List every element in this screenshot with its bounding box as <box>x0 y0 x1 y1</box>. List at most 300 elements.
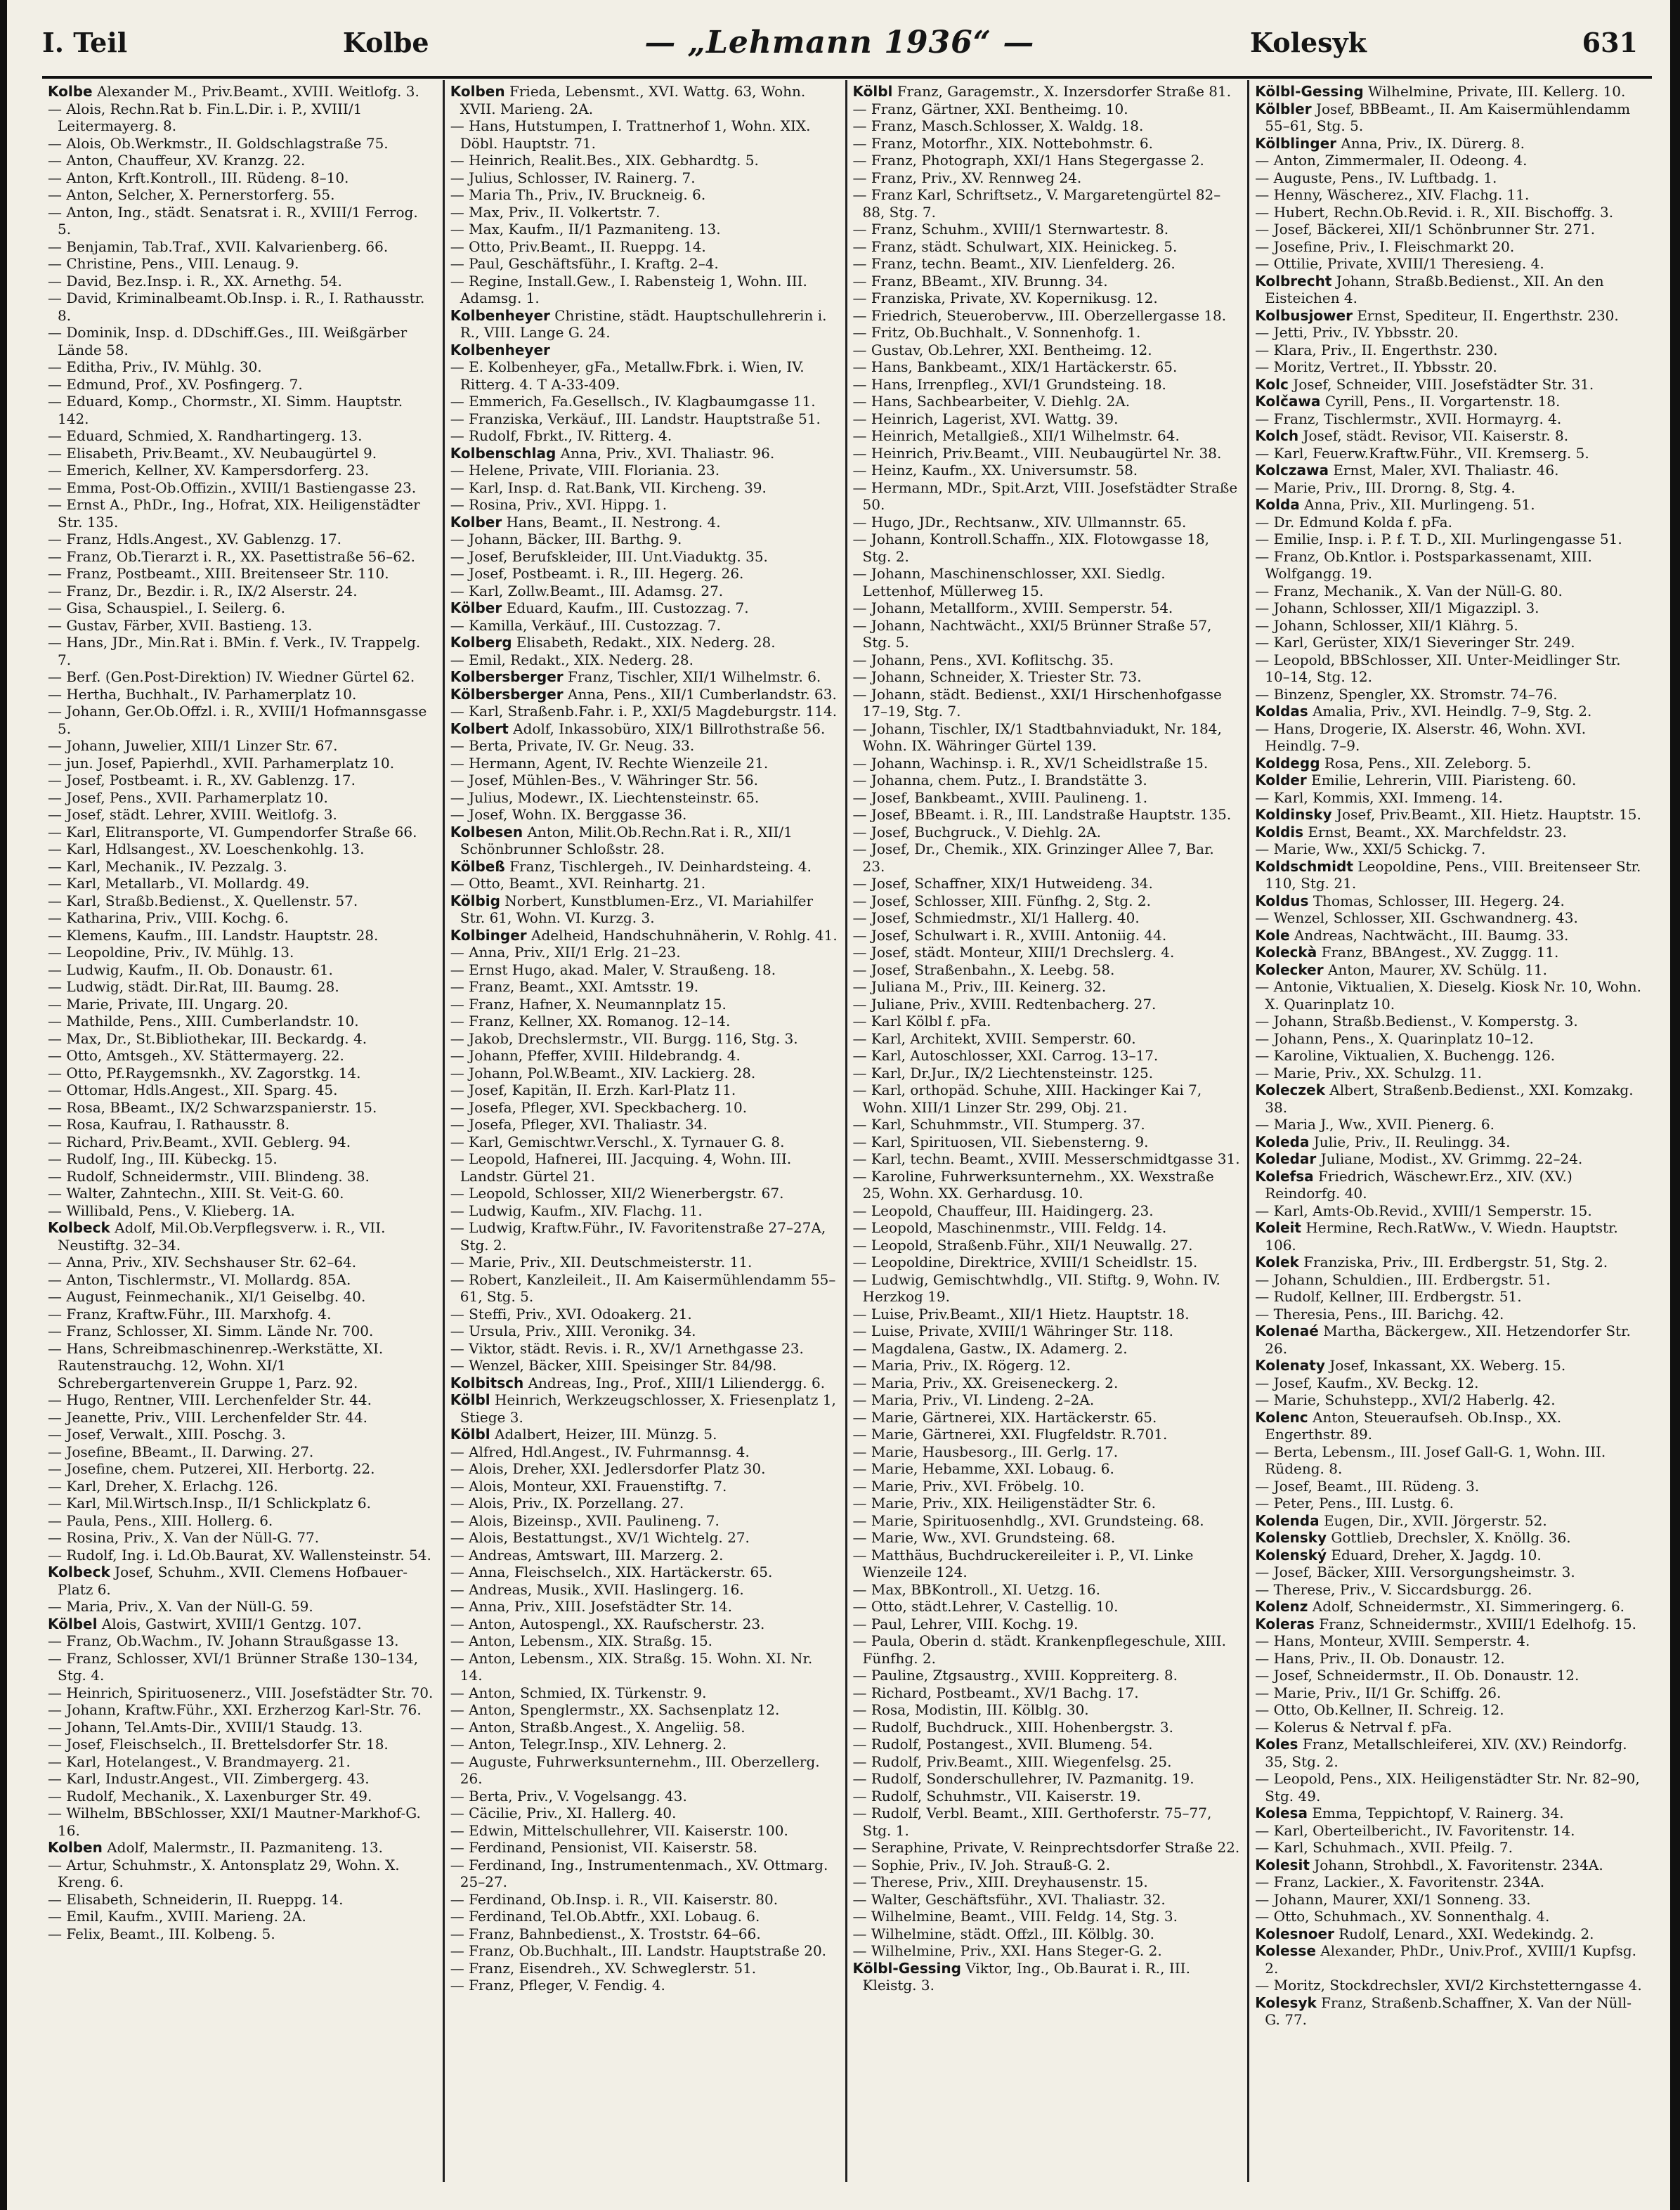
directory-entry <box>48 1168 436 1185</box>
entry-text: — Johann, Straßb.Bedienst., V. Komperstg. 3. <box>1255 1013 1578 1029</box>
entry-text: — Otto, Beamt., XVI. Reinhartg. 21. <box>450 875 706 892</box>
directory-entry <box>450 1374 838 1392</box>
entry-text: — Alois, Priv., IX. Porzellang. 27. <box>450 1495 684 1512</box>
entry-surname: Kölber <box>450 599 502 616</box>
entry-text: — Ernst Hugo, akad. Maler, V. Straußeng. 18. <box>450 961 776 978</box>
directory-entry <box>48 1391 436 1409</box>
entry-text: Josef, städt. Revisor, VII. Kaiserstr. 8. <box>1303 427 1569 444</box>
directory-entry <box>450 1322 838 1340</box>
entry-text: Leopoldine, Pens., VIII. Breitenseer Str. 110, Stg. 21. <box>1265 857 1641 892</box>
entry-text: — Richard, Postbeamt., XV/1 Bachg. 17. <box>852 1684 1139 1701</box>
directory-entry <box>450 1116 838 1133</box>
directory-entry <box>48 909 436 927</box>
entry-text: Josef, Schuhm., XVII. Clemens Hofbauer-Platz 6. <box>58 1564 408 1598</box>
directory-entry <box>853 1133 1241 1151</box>
entry-text: — Johann, Bäcker, III. Barthg. 9. <box>450 531 682 547</box>
directory-entry <box>450 1908 838 1925</box>
entry-text: — Robert, Kanzleileit., II. Am Kaisermühlendamm 55–61, Stg. 5. <box>450 1270 836 1305</box>
directory-entry <box>450 221 838 238</box>
entry-text: — Ludwig, Kaufm., II. Ob. Donaustr. 61. <box>48 961 333 978</box>
directory-entry <box>48 1254 436 1271</box>
entry-text: — Karl, Industr.Angest., VII. Zimbergerg. 43. <box>48 1770 370 1787</box>
directory-entry <box>48 996 436 1013</box>
entry-surname: Kölbersberger <box>450 685 564 703</box>
directory-entry <box>1255 1133 1645 1151</box>
directory-entry <box>853 1030 1241 1048</box>
directory-entry <box>853 358 1241 376</box>
entry-text: — David, Bez.Insp. i. R., XX. Arnethg. 54. <box>48 272 342 290</box>
entry-text: — Ernst A., PhDr., Ing., Hofrat, XIX. Heiligenstädter Str. 135. <box>48 496 420 531</box>
directory-entry <box>853 117 1241 135</box>
directory-entry <box>450 858 838 876</box>
entry-text: — Gustav, Färber, XVII. Bastieng. 13. <box>48 616 313 634</box>
entry-surname: Kolbersberger <box>450 668 564 685</box>
entry-text: — Josef, Schneidermstr., II. Ob. Donaustr. 12. <box>1255 1667 1580 1684</box>
directory-entry <box>450 599 838 617</box>
entry-text: — Marie, Priv., XVI. Fröbelg. 10. <box>852 1477 1085 1495</box>
directory-entry <box>853 376 1241 394</box>
directory-entry <box>48 1150 436 1168</box>
directory-entry <box>853 1512 1241 1530</box>
directory-entry <box>48 255 436 273</box>
entry-surname: Koleczek <box>1255 1081 1325 1098</box>
directory-entry <box>1255 152 1645 169</box>
entry-text: — Johann, Schuldien., III. Erdbergstr. 51. <box>1255 1270 1551 1288</box>
entry-surname: Kolbrecht <box>1255 272 1332 290</box>
directory-entry <box>450 1460 838 1478</box>
entry-text: — Franz, städt. Schulwart, XIX. Heinickeg. 5. <box>852 238 1178 255</box>
entry-text: — Hans, Irrenpfleg., XVI/1 Grundsteing. 18. <box>852 375 1166 393</box>
directory-entry <box>450 806 838 824</box>
entry-text: — Josef, Dr., Chemik., XIX. Grinzinger Allee 7, Bar. 23. <box>852 840 1214 875</box>
directory-entry <box>1255 806 1645 824</box>
directory-entry <box>853 1306 1241 1323</box>
directory-entry <box>450 1547 838 1564</box>
directory-entry <box>48 1753 436 1771</box>
directory-entry <box>853 427 1241 445</box>
directory-entry <box>1255 1013 1645 1030</box>
entry-text: — Josefine, BBeamt., II. Darwing. 27. <box>48 1443 314 1460</box>
directory-entry <box>450 1065 838 1082</box>
directory-entry <box>1255 376 1645 394</box>
directory-entry <box>853 1202 1241 1220</box>
directory-entry <box>1255 462 1645 479</box>
entry-text: — Rosa, BBeamt., IX/2 Schwarzspanierstr. 15. <box>48 1098 377 1116</box>
directory-entry <box>450 1185 838 1202</box>
entry-surname: Kolbitsch <box>450 1374 524 1391</box>
entry-text: — Luise, Private, XVIII/1 Währinger Str. 118. <box>852 1322 1174 1339</box>
entry-text: — Anton, Telegr.Insp., XIV. Lehnerg. 2. <box>450 1736 727 1753</box>
directory-entry <box>48 1495 436 1512</box>
entry-text: — Kolerus & Netrval f. pFa. <box>1255 1718 1452 1736</box>
entry-text: — Hans, Schreibmaschinenrep.-Werkstätte, XI. Rautenstrauchg. 12, Wohn. XI/1 Schrebergartenverein Gruppe 1, Parz. 92. <box>48 1339 384 1391</box>
directory-entry <box>853 686 1241 720</box>
entry-text: — Otto, Priv.Beamt., II. Rueppg. 14. <box>450 238 706 255</box>
directory-entry <box>48 755 436 772</box>
entry-text: — Otto, Pf.Raygemsnkh., XV. Zagorstkg. 14. <box>48 1064 361 1081</box>
directory-entry <box>1255 824 1645 841</box>
directory-entry <box>48 1306 436 1323</box>
entry-text: — Johann, Schneider, X. Triester Str. 73. <box>852 668 1142 685</box>
entry-text: — Rudolf, Postangest., XVII. Blumeng. 54. <box>852 1736 1153 1753</box>
entry-surname: Kölbl-Gessing <box>1255 83 1364 100</box>
entry-text: — Karl, Zollw.Beamt., III. Adamsg. 27. <box>450 582 724 599</box>
entry-text: — Johann, Schlosser, XII/1 Migazzipl. 3. <box>1255 599 1539 616</box>
entry-text: — Steffi, Priv., XVI. Odoakerg. 21. <box>450 1305 692 1322</box>
directory-entry <box>48 583 436 600</box>
entry-text: — Emerich, Kellner, XV. Kampersdorferg. 23. <box>48 462 370 479</box>
directory-entry <box>48 1030 436 1048</box>
entry-text: Wilhelmine, Private, III. Kellerg. 10. <box>1368 83 1626 100</box>
entry-text: — Josef, Schaffner, XIX/1 Hutweideng. 34. <box>852 875 1153 892</box>
directory-entry <box>853 238 1241 256</box>
directory-entry <box>853 531 1241 565</box>
entry-text: — Karl, Kommis, XXI. Immeng. 14. <box>1255 788 1503 806</box>
directory-entry <box>853 1529 1241 1547</box>
entry-text: — jun. Josef, Papierhdl., XVII. Parhamerplatz 10. <box>48 754 395 772</box>
entry-text: Franz, Tischlergeh., IV. Deinhardsteing. 4. <box>509 857 812 875</box>
directory-entry <box>853 978 1241 996</box>
entry-text: — Eduard, Schmied, X. Randhartingerg. 13. <box>48 427 363 444</box>
entry-text: — Johann, Kraftw.Führ., XXI. Erzherzog Karl-Str. 76. <box>48 1701 422 1718</box>
entry-text: — Leopoldine, Priv., IV. Mühlg. 13. <box>48 944 294 961</box>
directory-entry <box>1255 1374 1645 1392</box>
entry-text: — Elisabeth, Schneiderin, II. Rueppg. 14. <box>48 1890 344 1908</box>
directory-entry <box>48 668 436 686</box>
entry-text: — Anton, Lebensm., XIX. Straßg. 15. <box>450 1632 713 1649</box>
directory-entry <box>853 1908 1241 1925</box>
entry-text: — David, Kriminalbeamt.Ob.Insp. i. R., I. Rathausstr. 8. <box>48 290 425 324</box>
directory-entry <box>1255 1994 1645 2029</box>
entry-text: — Karl, Dr.Jur., IX/2 Liechtensteinstr. 125. <box>852 1064 1154 1081</box>
directory-entry <box>853 152 1241 169</box>
entry-text: — Franz, Ob.Wachm., IV. Johann Straußgasse 13. <box>48 1632 399 1649</box>
entry-surname: Kolc <box>1255 375 1289 393</box>
entry-surname: Kolbinger <box>450 926 527 944</box>
entry-text: — Marie, Hebamme, XXI. Lobaug. 6. <box>852 1460 1114 1477</box>
directory-entry <box>1255 342 1645 359</box>
directory-entry <box>450 1391 838 1426</box>
directory-entry <box>1255 393 1645 410</box>
entry-text: — Ludwig, Kaufm., XIV. Flachg. 11. <box>450 1202 703 1219</box>
entry-text: — Willibald, Pens., V. Klieberg. 1A. <box>48 1202 295 1219</box>
entry-text: — Karl, Dreher, X. Erlachg. 126. <box>48 1477 278 1495</box>
directory-entry <box>48 1564 436 1598</box>
directory-entry <box>853 1616 1241 1633</box>
directory-entry <box>853 996 1241 1013</box>
directory-entry <box>1255 1529 1645 1547</box>
entry-text: — Max, Dr., St.Bibliothekar, III. Beckardg. 4. <box>48 1029 367 1047</box>
directory-entry <box>450 1650 838 1684</box>
entry-text: — Karl, Amts-Ob.Revid., XVIII/1 Semperstr. 15. <box>1255 1202 1592 1219</box>
entry-text: Alexander, PhDr., Univ.Prof., XVIII/1 Kupfsg. 2. <box>1265 1942 1637 1977</box>
entry-text: — Anton, Autospengl., XX. Raufscherstr. 23. <box>450 1615 765 1632</box>
entry-surname: Kolek <box>1255 1254 1299 1270</box>
entry-text: — Josef, Schlosser, XIII. Fünfhg. 2, Stg. 2. <box>852 892 1151 909</box>
directory-entry <box>853 1065 1241 1082</box>
directory-entry <box>48 358 436 376</box>
directory-entry <box>48 83 436 100</box>
entry-text: — Otto, Amtsgeh., XV. Stättermayerg. 22. <box>48 1047 344 1064</box>
directory-entry <box>48 496 436 531</box>
directory-entry <box>48 135 436 152</box>
entry-text: — Artur, Schuhmstr., X. Antonsplatz 29, Wohn. X. Kreng. 6. <box>48 1856 400 1890</box>
entry-text: Norbert, Kunstblumen-Erz., VI. Mariahilfer Str. 61, Wohn. VI. Kurzg. 3. <box>460 892 814 926</box>
directory-entry <box>450 1202 838 1220</box>
entry-text: — Klemens, Kaufm., III. Landstr. Hauptstr. 28. <box>48 926 379 944</box>
directory-entry <box>450 1942 838 1960</box>
entry-text: — Anton, Selcher, X. Pernerstorferg. 55. <box>48 186 335 203</box>
entry-text: — Wilhelmine, Beamt., VIII. Feldg. 14, Stg. 3. <box>852 1908 1178 1925</box>
entry-text: — Johann, Nachtwächt., XXI/5 Brünner Straße 57, Stg. 5. <box>852 616 1212 651</box>
entry-text: Adalbert, Heizer, III. Münzg. 5. <box>495 1426 717 1443</box>
directory-entry <box>48 100 436 135</box>
entry-text: — Karl, Mil.Wirtsch.Insp., II/1 Schlickplatz 6. <box>48 1495 371 1512</box>
entry-text: — Berta, Private, IV. Gr. Neug. 33. <box>450 737 695 754</box>
entry-text: — Maria, Priv., X. Van der Nüll-G. 59. <box>48 1598 313 1615</box>
entry-text: — Gustav, Ob.Lehrer, XXI. Bentheimg. 12. <box>852 341 1152 358</box>
directory-entry <box>48 1047 436 1065</box>
directory-entry <box>48 1632 436 1650</box>
entry-surname: Kolefsa <box>1255 1167 1314 1185</box>
directory-entry <box>1255 273 1645 307</box>
entry-surname: Kolenc <box>1255 1408 1308 1426</box>
entry-text: — Wilhelm, BBSchlosser, XXI/1 Mautner-Markhof-G. 16. <box>48 1805 421 1839</box>
directory-entry <box>1255 634 1645 651</box>
directory-entry <box>48 1616 436 1633</box>
directory-entry <box>450 117 838 152</box>
entry-text: — Anton, Tischlermstr., VI. Mollardg. 85A. <box>48 1270 351 1288</box>
entry-text: — Hans, Hutstumpen, I. Trattnerhof 1, Wohn. XIX. Döbl. Hauptstr. 71. <box>450 117 811 152</box>
entry-text: — Walter, Zahntechn., XIII. St. Veit-G. 60. <box>48 1185 344 1202</box>
entry-surname: Kolesse <box>1255 1942 1316 1959</box>
entry-surname: Kolbe <box>48 83 93 100</box>
entry-text: — Ferdinand, Ob.Insp. i. R., VII. Kaiserstr. 80. <box>450 1890 779 1908</box>
directory-entry <box>1255 427 1645 445</box>
entry-text: — Franz, Gärtner, XXI. Bentheimg. 10. <box>852 100 1128 117</box>
directory-entry <box>1255 703 1645 720</box>
directory-entry <box>450 1219 838 1254</box>
entry-text: — Franz Karl, Schriftsetz., V. Margaretengürtel 82–88, Stg. 7. <box>852 186 1221 221</box>
directory-entry <box>450 1753 838 1788</box>
entry-text: — Jetti, Priv., IV. Ybbsstr. 20. <box>1255 324 1459 341</box>
entry-text: Ernst, Spediteur, II. Engerthstr. 230. <box>1357 306 1619 324</box>
entry-text: — Friedrich, Steuerobervw., III. Oberzellergasse 18. <box>852 306 1227 324</box>
entry-surname: Koldus <box>1255 892 1309 909</box>
directory-entry <box>1255 686 1645 703</box>
entry-text: — Marie, Spirituosenhdlg., XVI. Grundsteing. 68. <box>852 1512 1204 1529</box>
directory-entry <box>1255 1391 1645 1409</box>
directory-entry <box>1255 789 1645 807</box>
entry-text: — Ludwig, Kraftw.Führ., IV. Favoritenstraße 27–27A, Stg. 2. <box>450 1219 826 1254</box>
entry-surname: Kölbl <box>852 83 893 100</box>
entry-surname: Kolbusjower <box>1255 306 1353 324</box>
directory-entry <box>853 1426 1241 1443</box>
directory-entry <box>1255 1839 1645 1857</box>
directory-entry <box>450 307 838 342</box>
directory-entry <box>48 1443 436 1461</box>
entry-surname: Kolesit <box>1255 1856 1310 1873</box>
entry-text: — Karl, Hdlsangest., XV. Loeschenkohlg. 13. <box>48 840 365 857</box>
directory-entry <box>48 1460 436 1478</box>
directory-entry <box>1255 1512 1645 1530</box>
directory-entry <box>853 290 1241 307</box>
entry-text: — Franz, Hdls.Angest., XV. Gablenzg. 17. <box>48 531 342 547</box>
entry-text: Franz, Straßenb.Schaffner, X. Van der Nüll-G. 77. <box>1265 1994 1632 2028</box>
entry-text: Johann, Straßb.Bedienst., XII. An den Eisteichen 4. <box>1265 272 1604 306</box>
entry-text: — Maria, Priv., IX. Rögerg. 12. <box>852 1357 1071 1374</box>
entry-text: — Alois, Bestattungst., XV/1 Wichtelg. 27. <box>450 1529 750 1546</box>
directory-entry <box>48 1081 436 1099</box>
entry-text: — Heinz, Kaufm., XX. Universumstr. 58. <box>852 462 1138 479</box>
directory-entry <box>1255 944 1645 961</box>
directory-entry <box>853 1391 1241 1409</box>
directory-entry <box>48 1770 436 1788</box>
directory-entry <box>450 342 838 359</box>
entry-text: — Karl, Architekt, XVIII. Semperstr. 60. <box>852 1029 1136 1047</box>
entry-text: — Alois, Ob.Werkmstr., II. Goldschlagstraße 75. <box>48 134 389 152</box>
entry-text: — Leopold, BBSchlosser, XII. Unter-Meidlinger Str. 10–14, Stg. 12. <box>1255 651 1621 685</box>
directory-entry <box>1255 1202 1645 1220</box>
entry-surname: Kolda <box>1255 496 1300 513</box>
entry-surname: Kolecker <box>1255 961 1324 978</box>
directory-column <box>42 80 445 2182</box>
entry-text: — Max, Priv., II. Volkertstr. 7. <box>450 203 660 221</box>
entry-text: — Rudolf, Verbl. Beamt., XIII. Gerthoferstr. 75–77, Stg. 1. <box>852 1805 1212 1839</box>
entry-text: — Alois, Dreher, XXI. Jedlersdorfer Platz 30. <box>450 1460 766 1477</box>
directory-entry <box>48 462 436 479</box>
directory-entry <box>48 1805 436 1839</box>
entry-text: — Josef, Kaufm., XV. Beckg. 12. <box>1255 1374 1479 1391</box>
entry-text: — Hugo, JDr., Rechtsanw., XIV. Ullmannstr. 65. <box>852 513 1187 531</box>
entry-text: — Johann, Maurer, XXI/1 Sonneng. 33. <box>1255 1890 1531 1908</box>
entry-text: — Rudolf, Kellner, III. Erdbergstr. 51. <box>1255 1288 1522 1305</box>
entry-text: Amalia, Priv., XVI. Heindlg. 7–9, Stg. 2. <box>1313 703 1592 720</box>
entry-surname: Kolczawa <box>1255 462 1329 479</box>
entry-text: Eduard, Kaufm., III. Custozzag. 7. <box>506 599 749 616</box>
entry-text: — Franz, Kellner, XX. Romanog. 12–14. <box>450 1013 731 1029</box>
entry-text: — Ferdinand, Pensionist, VII. Kaiserstr. 58. <box>450 1839 758 1856</box>
entry-text: — Johann, Metallform., XVIII. Semperstr. 54. <box>852 599 1173 616</box>
entry-surname: Koleckà <box>1255 944 1317 961</box>
directory-entry <box>1255 100 1645 135</box>
entry-text: — Hubert, Rechn.Ob.Revid. i. R., XII. Bischoffg. 3. <box>1255 203 1614 221</box>
entry-text: Christine, städt. Hauptschullehrerin i. R., VIII. Lange G. 24. <box>460 306 827 341</box>
entry-text: — Anton, Lebensm., XIX. Straßg. 15. Wohn. XI. Nr. 14. <box>450 1649 813 1684</box>
directory-entry <box>1255 858 1645 892</box>
entry-text: — Peter, Pens., III. Lustg. 6. <box>1255 1495 1454 1512</box>
entry-text: Anton, Steueraufseh. Ob.Insp., XX. Engerthstr. 89. <box>1265 1408 1562 1443</box>
entry-text: — Franz, Schlosser, XI. Simm. Lände Nr. 700. <box>48 1322 374 1339</box>
entry-text: — Paul, Geschäftsführ., I. Kraftg. 2–4. <box>450 255 719 272</box>
directory-entry <box>48 1185 436 1202</box>
directory-entry <box>853 479 1241 514</box>
entry-text: — Elisabeth, Priv.Beamt., XV. Neubaugürtel 9. <box>48 444 377 462</box>
entry-text: — Franz, Priv., XV. Rennweg 24. <box>852 169 1082 186</box>
entry-surname: Kolenz <box>1255 1598 1308 1615</box>
directory-entry <box>853 1219 1241 1237</box>
directory-entry <box>450 927 838 944</box>
directory-entry <box>1255 1857 1645 1874</box>
directory-entry <box>48 1650 436 1684</box>
directory-entry <box>853 565 1241 599</box>
directory-entry <box>1255 720 1645 755</box>
entry-text: — Josef, Bankbeamt., XVIII. Paulineng. 1. <box>852 788 1148 806</box>
entry-text: Franz, Metallschleiferei, XIV. (XV.) Reindorfg. 35, Stg. 2. <box>1265 1736 1627 1770</box>
directory-entry <box>1255 1701 1645 1719</box>
directory-entry <box>450 703 838 720</box>
entry-surname: Kolesa <box>1255 1805 1308 1821</box>
entry-text: — Maria J., Ww., XVII. Pienerg. 6. <box>1255 1116 1495 1133</box>
directory-entry <box>853 1960 1241 1994</box>
entry-text: — Anton, Spenglermstr., XX. Sachsenplatz 12. <box>450 1701 780 1718</box>
directory-entry <box>853 599 1241 617</box>
entry-text: — Karl, Gemischtwr.Verschl., X. Tyrnauer G. 8. <box>450 1133 785 1150</box>
entry-surname: Koldas <box>1255 703 1308 720</box>
directory-entry <box>1255 1478 1645 1495</box>
directory-entry <box>450 565 838 583</box>
directory-entry <box>853 221 1241 238</box>
directory-entry <box>48 789 436 807</box>
directory-entry <box>1255 1047 1645 1065</box>
entry-text: — Rosina, Priv., X. Van der Nüll-G. 77. <box>48 1529 320 1546</box>
entry-text: Josef, BBBeamt., II. Am Kaisermühlendamm 55–61, Stg. 5. <box>1265 100 1631 134</box>
entry-text: — Emma, Post-Ob.Offizin., XVIII/1 Bastiengasse 23. <box>48 479 417 496</box>
entry-text: — Viktor, städt. Revis. i. R., XV/1 Arnethgasse 23. <box>450 1339 804 1357</box>
directory-entry <box>450 1857 838 1891</box>
directory-entry <box>450 1581 838 1599</box>
entry-text: — Therese, Priv., XIII. Dreyhausenstr. 15. <box>852 1873 1148 1890</box>
directory-entry <box>48 1116 436 1133</box>
directory-entry <box>48 1219 436 1254</box>
directory-entry <box>48 824 436 841</box>
directory-entry <box>853 944 1241 961</box>
entry-text: — Marie, Priv., XII. Deutschmeisterstr. 11. <box>450 1254 753 1270</box>
entry-text: — Hugo, Rentner, VIII. Lerchenfelder Str. 44. <box>48 1391 372 1408</box>
entry-text: — Julius, Schlosser, IV. Rainerg. 7. <box>450 169 696 186</box>
entry-text: — Marie, Gärtnerei, XXI. Flugfeldstr. R.701. <box>852 1426 1168 1443</box>
entry-text: — Maria, Priv., VI. Lindeng. 2–2A. <box>852 1391 1095 1408</box>
directory-entry <box>48 772 436 789</box>
entry-text: — Franz, Dr., Bezdir. i. R., IX/2 Alserstr. 24. <box>48 582 358 599</box>
entry-text: Alexander M., Priv.Beamt., XVIII. Weitlofg. 3. <box>96 83 419 100</box>
entry-text: — Marie, Private, III. Ungarg. 20. <box>48 995 289 1013</box>
header-rule <box>42 76 1652 79</box>
entry-text: — Marie, Priv., III. Drorng. 8, Stg. 4. <box>1255 479 1516 496</box>
entry-text: — Editha, Priv., IV. Mühlg. 30. <box>48 358 262 375</box>
directory-entry <box>48 1426 436 1443</box>
directory-entry <box>450 1013 838 1030</box>
entry-text: — Dominik, Insp. d. DDschiff.Ges., III. Weißgärber Lände 58. <box>48 324 408 358</box>
directory-entry <box>1255 1667 1645 1684</box>
entry-text: — Rudolf, Schuhmstr., VII. Kaiserstr. 19. <box>852 1787 1141 1805</box>
entry-text: — Karl, Elitransporte, VI. Gumpendorfer Straße 66. <box>48 823 417 840</box>
directory-entry <box>853 789 1241 807</box>
directory-entry <box>853 1460 1241 1478</box>
directory-entry <box>853 514 1241 531</box>
entry-text: — Theresia, Pens., III. Barichg. 42. <box>1255 1305 1504 1322</box>
directory-entry <box>853 961 1241 979</box>
directory-entry <box>48 445 436 462</box>
directory-entry <box>48 944 436 961</box>
directory-entry <box>450 961 838 979</box>
entry-text: — Hans, Monteur, XVIII. Semperstr. 4. <box>1255 1632 1530 1649</box>
directory-entry <box>450 1306 838 1323</box>
entry-text: Heinrich, Werkzeugschlosser, X. Friesenplatz 1, Stiege 3. <box>460 1391 836 1426</box>
directory-entry <box>1255 479 1645 497</box>
directory-entry <box>48 892 436 910</box>
entry-text: — Karl, orthopäd. Schuhe, XIII. Hackinger Kai 7, Wohn. XIII/1 Linzer Str. 299, Obj. 21. <box>852 1081 1202 1116</box>
